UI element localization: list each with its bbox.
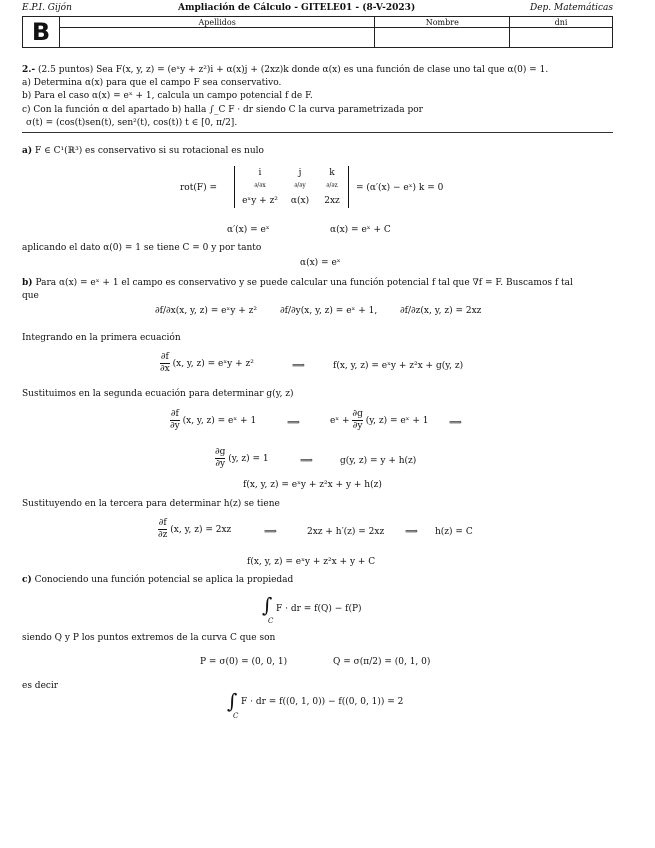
eq-third: $\frac{\partial f}{\partial z}$ (x, y, z) = 2xz <box>158 518 232 540</box>
field-apellidos[interactable] <box>59 28 374 48</box>
solution-b-text: Para α(x) = eˣ + 1 el campo es conservativo y se puede calcular una función potencial f tal que ∇f = F. Buscamos f tal <box>35 278 573 288</box>
apply-text: aplicando el dato α(0) = 1 se tiene C = 0 y por tanto <box>22 243 262 253</box>
det-dy: ∂/∂y <box>294 182 306 189</box>
solution-b-label: b) <box>22 278 33 288</box>
solution-a-label: a) <box>22 146 33 156</box>
arrow-1: ⟹ <box>292 361 305 371</box>
eq-sub1: $\frac{\partial f}{\partial y}$ (x, y, z) = eˣ + 1 <box>170 409 257 431</box>
eq-alpha-general: α(x) = eˣ + C <box>330 225 391 235</box>
arrow-2: ⟹ <box>287 418 300 428</box>
det-i: i <box>258 168 262 178</box>
problem-part-b: b) Para el caso α(x) = eˣ + 1, calcula un campo potencial f de F. <box>22 91 313 101</box>
problem-number: 2.- <box>22 65 36 75</box>
det-dz: ∂/∂z <box>326 182 338 189</box>
integral-sign-2: ∫ <box>227 689 238 713</box>
header-left: E.P.I. Gijón <box>22 3 72 13</box>
arrow-6: ⟹ <box>405 527 418 537</box>
integrating-text: Integrando en la primera ecuación <box>22 333 181 343</box>
eq-sub2: $\frac{\partial g}{\partial y}$ (y, z) = 1 <box>215 447 269 469</box>
model-letter: B <box>23 17 60 48</box>
det-k: k <box>329 168 335 178</box>
eq-third-mid: 2xz + h′(z) = 2xz <box>307 527 385 537</box>
eq-P: P = σ(0) = (0, 0, 1) <box>200 657 288 667</box>
eq-int1: $\frac{\partial f}{\partial x}$ (x, y, z) = eˣy + z² <box>160 352 254 374</box>
partial-fy: ∂f/∂y(x, y, z) = eˣ + 1, <box>280 306 378 316</box>
solution-c-text: Conociendo una función potencial se aplica la propiedad <box>34 575 294 585</box>
solution-a-text: F ∈ C¹(ℝ³) es conservativo si su rotacional es nulo <box>34 146 264 156</box>
problem-part-c: c) Con la función α del apartado b) halla ∫_C F · dr siendo C la curva parametrizada por <box>22 105 423 115</box>
problem-part-c-curve: σ(t) = (cos(t)sen(t), sen²(t), cos(t)) t ∈ [0, π/2]. <box>26 118 238 128</box>
endpoints-text: siendo Q y P los puntos extremos de la curva C que son <box>22 633 276 643</box>
integral-sub-1: C <box>268 617 274 625</box>
solution-a-intro <box>22 146 264 156</box>
integral-sign-1: ∫ <box>262 593 273 617</box>
problem-part-a: a) Determina α(x) para que el campo F sea conservativo. <box>22 78 282 88</box>
solution-c-label: c) <box>22 575 32 585</box>
eq-alpha-final: α(x) = eˣ <box>300 258 341 268</box>
rot-lhs: rot(F) = <box>180 183 218 193</box>
arrow-4: ⟹ <box>300 456 313 466</box>
eq-result: F · dr = f((0, 1, 0)) − f((0, 0, 1)) = 2 <box>241 697 404 707</box>
third-text: Sustituyendo en la tercera para determinar h(z) se tiene <box>22 499 280 509</box>
col-apellidos: Apellidos <box>59 17 374 28</box>
partial-fz: ∂f/∂z(x, y, z) = 2xz <box>400 306 482 316</box>
det-r: 2xz <box>324 196 340 206</box>
frac-df-dx: $\frac{\partial f}{\partial x}$ <box>160 352 170 374</box>
header-title: Ampliación de Cálculo - GITELE01 - (8-V-2023) <box>178 3 416 13</box>
det-q: α(x) <box>290 196 310 206</box>
problem-points: (2.5 puntos) <box>38 65 94 75</box>
eq-sub2-rhs: g(y, z) = y + h(z) <box>340 456 417 466</box>
es-decir: es decir <box>22 681 59 691</box>
eq-int1-rhs: f(x, y, z) = eˣy + z²x + g(y, z) <box>333 361 464 371</box>
det-j: j <box>298 168 302 178</box>
separator-rule <box>22 132 613 133</box>
field-dni[interactable] <box>510 28 613 48</box>
eq-f-partial: f(x, y, z) = eˣy + z²x + y + h(z) <box>243 480 382 490</box>
arrow-3: ⟹ <box>449 418 462 428</box>
integral-sub-2: C <box>233 712 239 720</box>
subst-text: Sustituimos en la segunda ecuación para determinar g(y, z) <box>22 389 294 399</box>
eq-Q: Q = σ(π/2) = (0, 1, 0) <box>333 657 431 667</box>
eq-alpha-prime: α′(x) = eˣ <box>227 225 270 235</box>
eq-third-rhs: h(z) = C <box>435 527 473 537</box>
eq-line-integral: F · dr = f(Q) − f(P) <box>276 604 362 614</box>
partial-fx: ∂f/∂x(x, y, z) = eˣy + z² <box>155 306 258 316</box>
header-right: Dep. Matemáticas <box>530 3 613 13</box>
solution-b-intro <box>22 278 573 288</box>
field-nombre[interactable] <box>375 28 510 48</box>
rot-rhs: = (α′(x) − eˣ) k = 0 <box>356 183 444 193</box>
problem-statement-line <box>22 65 548 75</box>
eq-sub1-mid: eˣ + $\frac{\partial g}{\partial y}$ (y, z) = eˣ + 1 <box>330 409 429 431</box>
col-nombre: Nombre <box>375 17 510 28</box>
eq-f-final: f(x, y, z) = eˣy + z²x + y + C <box>247 557 376 567</box>
det-dx: ∂/∂x <box>254 182 266 189</box>
solution-b-text-cont: que <box>22 291 39 301</box>
arrow-5: ⟹ <box>264 527 277 537</box>
student-info-table <box>22 16 613 48</box>
det-p: eˣy + z² <box>242 196 278 206</box>
col-dni: dni <box>510 17 613 28</box>
problem-statement: Sea F(x, y, z) = (eˣy + z²)i + α(x)j + (2xz)k donde α(x) es una función de clase uno tal que α(0) = 1. <box>96 65 549 75</box>
solution-c-intro <box>22 575 293 585</box>
